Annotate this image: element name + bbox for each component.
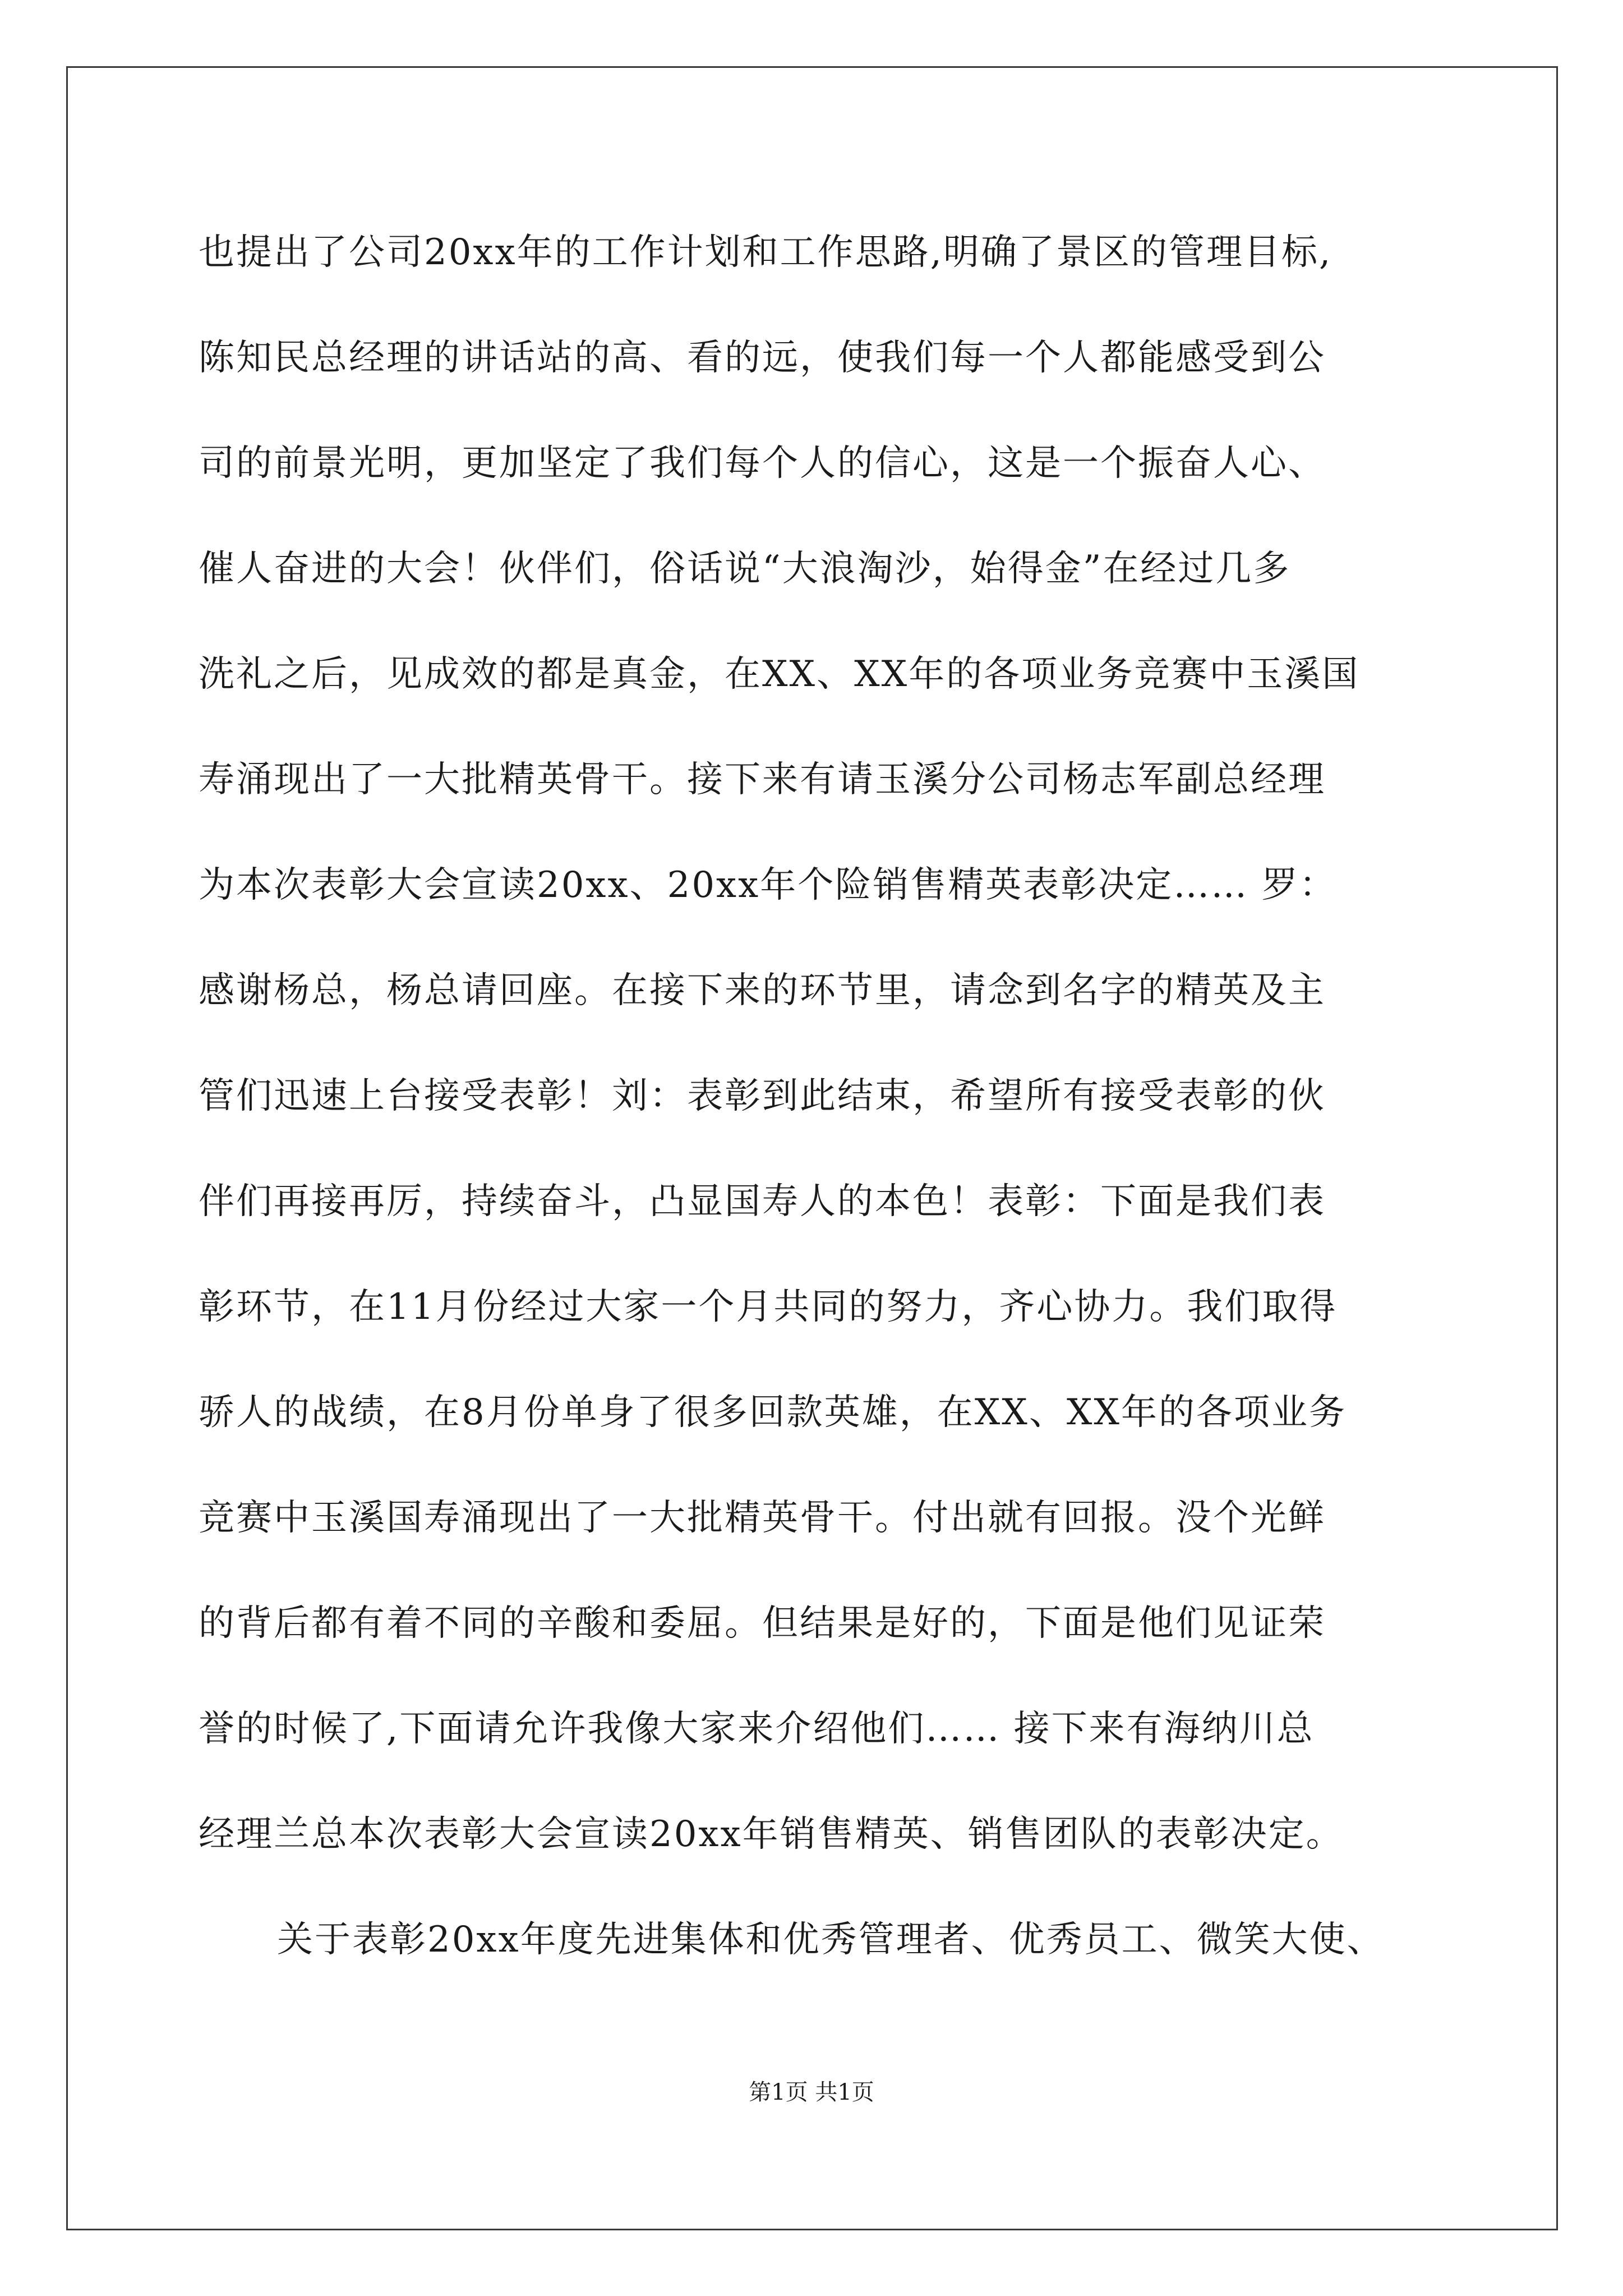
text-line: 为本次表彰大会宣读20xx、20xx年个险销售精英表彰决定…… 罗： [199, 864, 1337, 906]
text-line: 伴们再接再厉，持续奋斗，凸显国寿人的本色！表彰：下面是我们表 [199, 1181, 1326, 1222]
page-frame [66, 66, 1558, 2230]
text-line: 竞赛中玉溪国寿涌现出了一大批精英骨干。付出就有回报。没个光鲜 [199, 1497, 1326, 1539]
text-line: 也提出了公司20xx年的工作计划和工作思路,明确了景区的管理目标, [199, 232, 1332, 273]
text-line: 洗礼之后，见成效的都是真金，在XX、XX年的各项业务竞赛中玉溪国 [199, 654, 1360, 695]
text-line: 誉的时候了,下面请允许我像大家来介绍他们…… 接下来有海纳川总 [199, 1708, 1315, 1750]
page-footer: 第1页 共1页 [749, 2079, 874, 2105]
text-line: 经理兰总本次表彰大会宣读20xx年销售精英、销售团队的表彰决定。 [199, 1814, 1344, 1855]
text-line: 陈知民总经理的讲话站的高、看的远，使我们每一个人都能感受到公 [199, 337, 1326, 379]
text-line: 感谢杨总，杨总请回座。在接下来的环节里，请念到名字的精英及主 [199, 970, 1326, 1011]
text-line: 催人奋进的大会！伙伴们，俗话说“大浪淘沙，始得金”在经过几多 [199, 548, 1291, 590]
text-line: 彰环节，在11月份经过大家一个月共同的努力，齐心协力。我们取得 [199, 1286, 1338, 1328]
text-line: 骄人的战绩，在8月份单身了很多回款英雄，在XX、XX年的各项业务 [199, 1392, 1347, 1433]
paragraph-first-line: 关于表彰20xx年度先进集体和优秀管理者、优秀员工、微笑大使、 [277, 1919, 1385, 1961]
text-line: 管们迅速上台接受表彰！刘：表彰到此结束，希望所有接受表彰的伙 [199, 1075, 1326, 1117]
text-line: 的背后都有着不同的辛酸和委屈。但结果是好的，下面是他们见证荣 [199, 1603, 1326, 1644]
text-line: 寿涌现出了一大批精英骨干。接下来有请玉溪分公司杨志军副总经理 [199, 759, 1326, 800]
text-line: 司的前景光明，更加坚定了我们每个人的信心，这是一个振奋人心、 [199, 443, 1326, 484]
